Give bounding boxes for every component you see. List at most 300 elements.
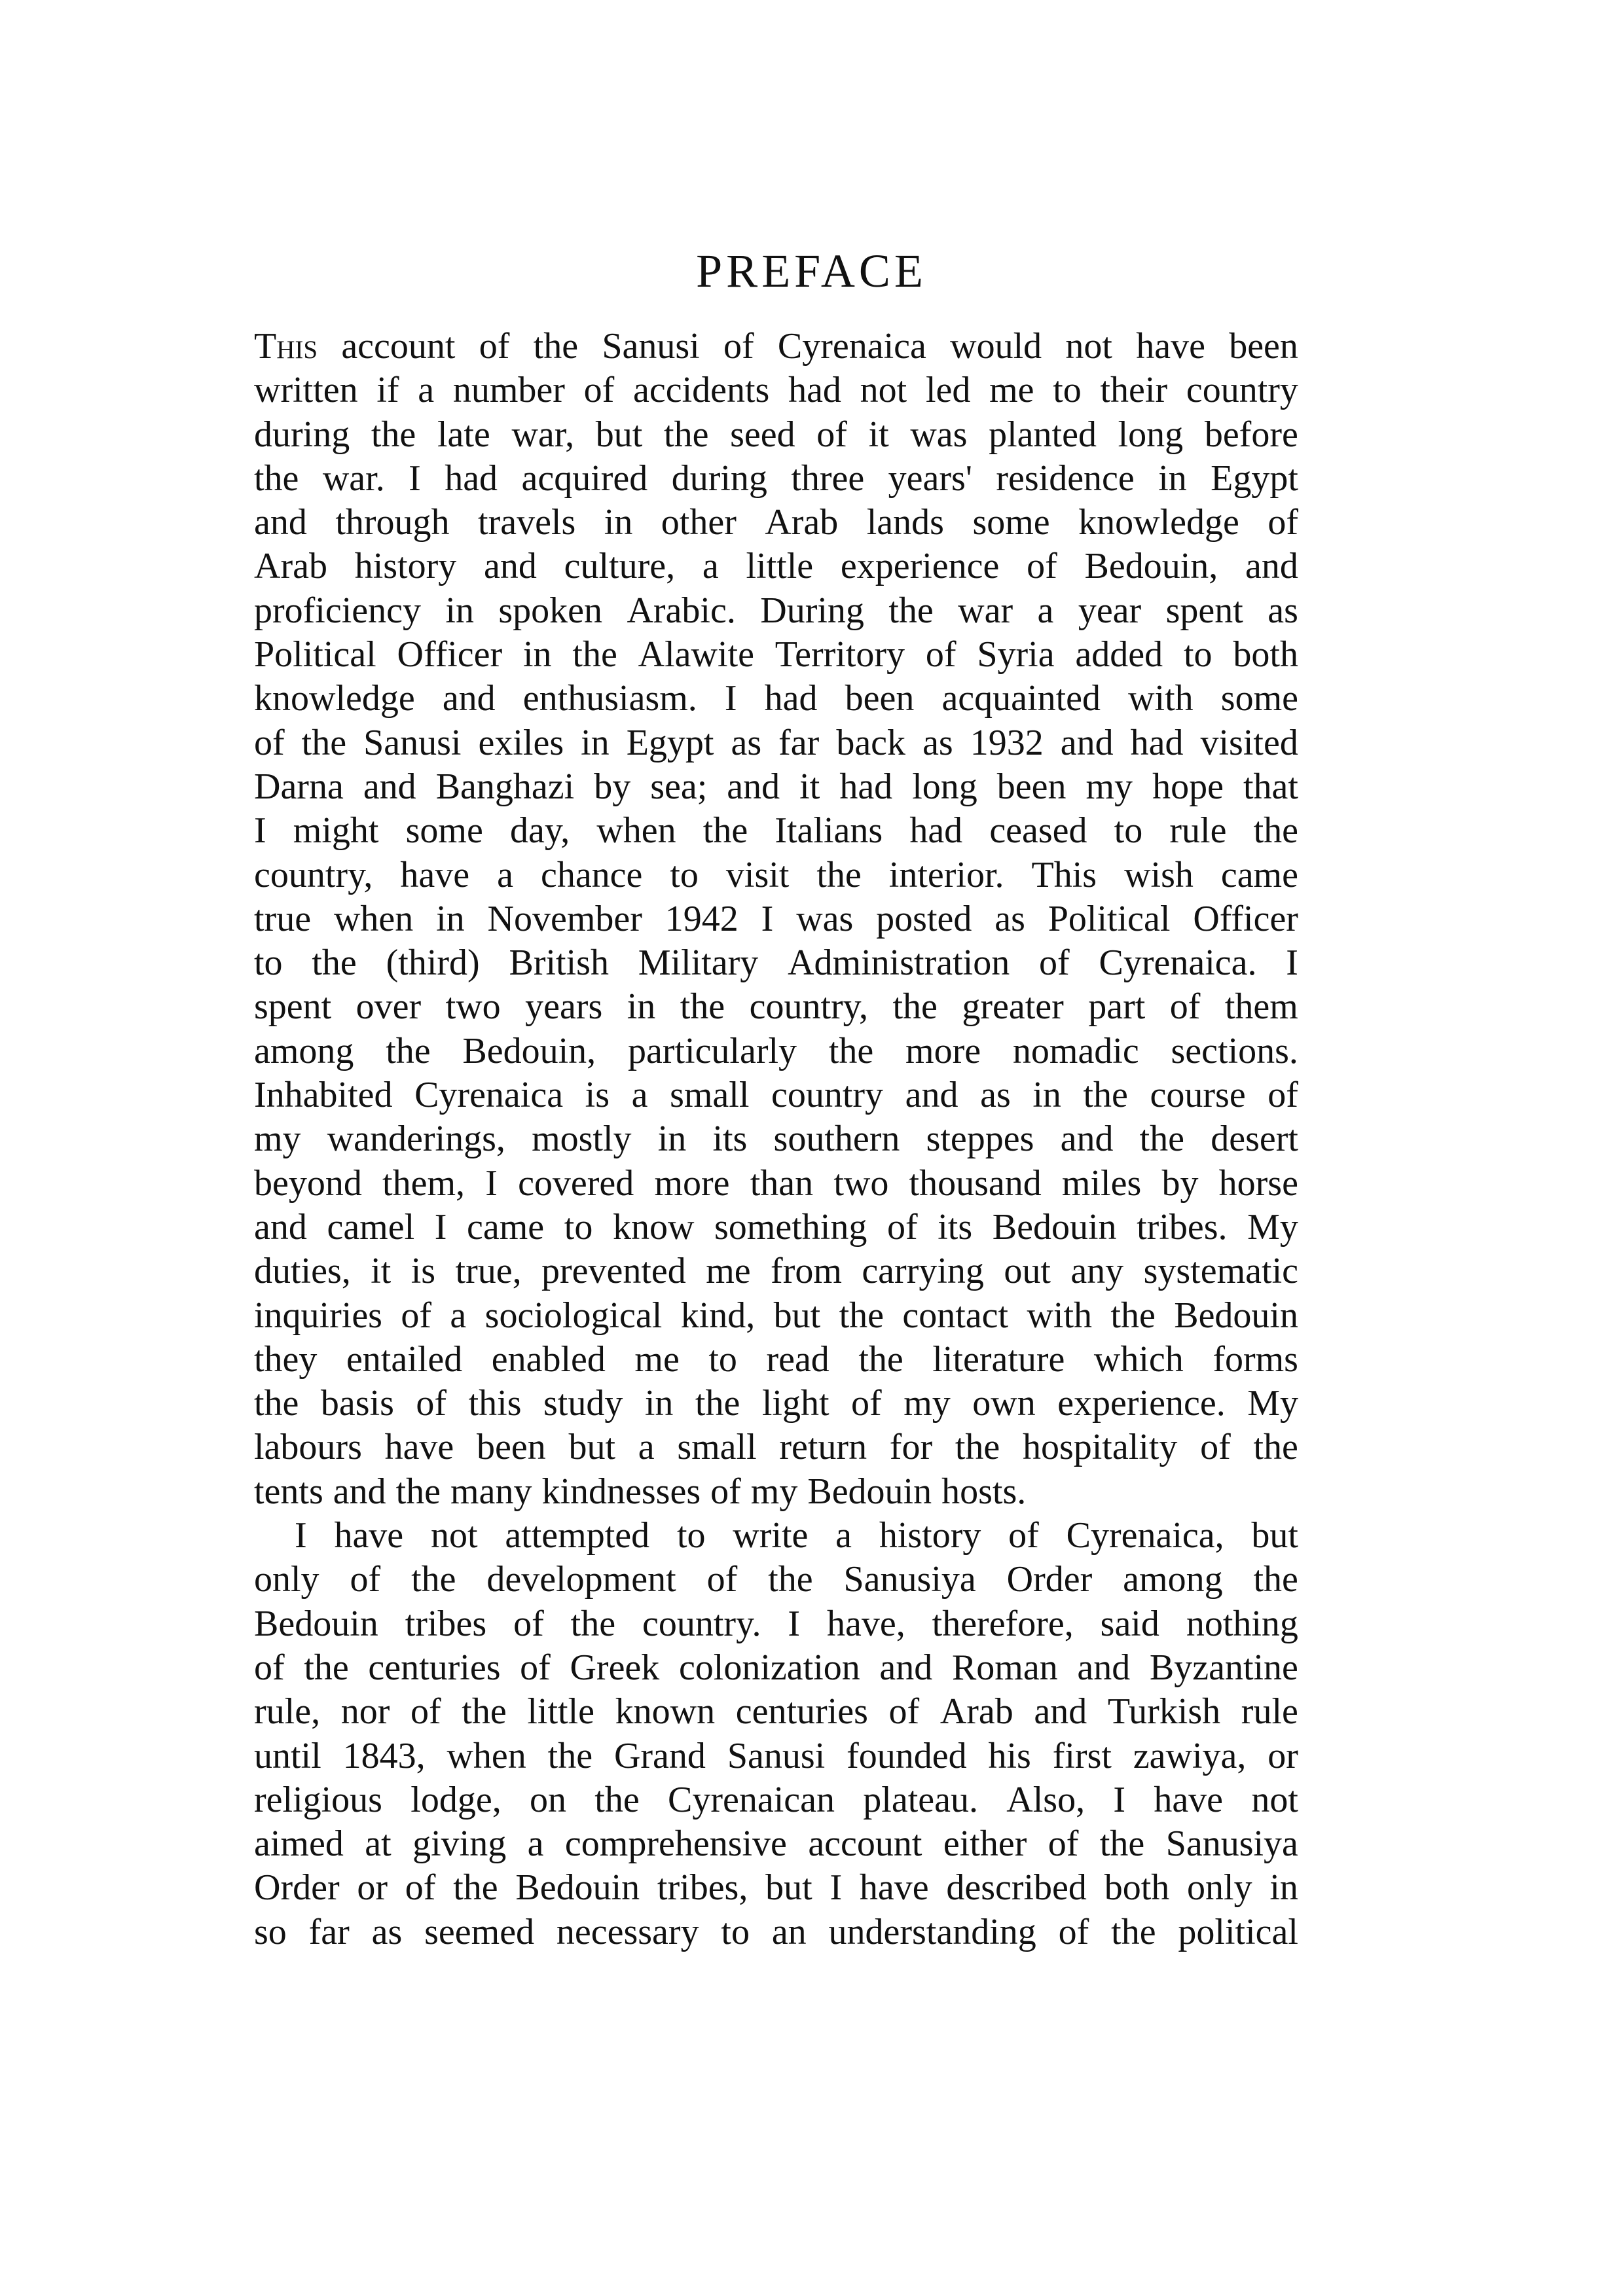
word: came <box>467 1206 545 1247</box>
word: my <box>254 1119 301 1160</box>
word: when <box>333 898 414 939</box>
text-line <box>254 1382 1298 1426</box>
word: so <box>254 1911 287 1952</box>
word: of <box>1039 942 1070 984</box>
word: study <box>543 1383 623 1424</box>
word: to <box>254 942 283 984</box>
word: to <box>676 1515 706 1556</box>
word: thousand <box>909 1162 1042 1204</box>
word: My <box>1247 1383 1298 1424</box>
word: in <box>581 722 610 763</box>
word: I <box>434 1206 447 1247</box>
word: have, <box>826 1603 905 1644</box>
word: Bedouin <box>807 1471 932 1512</box>
word: aimed <box>254 1823 344 1865</box>
text-line <box>254 765 1298 809</box>
word: greater <box>962 986 1064 1028</box>
word: the <box>892 986 938 1028</box>
word: an <box>771 1911 807 1952</box>
word: years <box>525 986 603 1028</box>
word: prevented <box>541 1251 686 1292</box>
word: me <box>706 1251 751 1292</box>
word: of <box>1267 1075 1298 1116</box>
word: war, <box>511 414 575 455</box>
word: Turkish <box>1107 1691 1221 1732</box>
word: they <box>254 1338 318 1380</box>
word: little <box>746 546 814 587</box>
word: the <box>1083 1075 1128 1116</box>
word: visited <box>1200 722 1298 763</box>
word: return <box>779 1427 867 1468</box>
word: the <box>572 634 617 675</box>
text-line <box>254 1734 1298 1778</box>
word: sociological <box>484 1295 663 1336</box>
word: Officer <box>1193 898 1298 939</box>
word: the <box>1111 1911 1156 1952</box>
word: of <box>816 414 847 455</box>
word: enthusiasm. <box>522 678 697 719</box>
word: in <box>523 634 552 675</box>
text-line <box>254 853 1298 897</box>
word: the <box>1110 1295 1156 1336</box>
text-line <box>254 1338 1298 1382</box>
word: founded <box>847 1735 967 1776</box>
word: the <box>955 1427 1000 1468</box>
text-line <box>254 1162 1298 1206</box>
word: a <box>638 1427 655 1468</box>
word: of <box>1169 986 1201 1028</box>
word: first <box>1052 1735 1112 1776</box>
word: country <box>771 1075 884 1116</box>
word: the <box>680 986 725 1028</box>
word: accidents <box>633 370 770 411</box>
word: the <box>702 810 748 852</box>
word: of <box>405 1867 436 1909</box>
word: in <box>1032 1075 1061 1116</box>
word: to <box>670 854 699 895</box>
word: plateau. <box>863 1779 978 1820</box>
word: two <box>445 986 501 1028</box>
word: war. <box>322 457 385 499</box>
word: horse <box>1218 1162 1298 1204</box>
word: and <box>1077 1647 1131 1688</box>
word: the <box>839 1295 884 1336</box>
word: had <box>764 678 818 719</box>
word: my <box>903 1383 951 1424</box>
word: before <box>1204 414 1298 455</box>
word: duties, <box>254 1251 351 1292</box>
text-line <box>254 1249 1298 1293</box>
text-line <box>254 501 1298 545</box>
word: ceased <box>989 810 1087 852</box>
word: a <box>702 546 719 587</box>
word: Political <box>1048 898 1171 939</box>
word: Bedouin, <box>1084 546 1218 587</box>
word: I <box>830 1867 843 1909</box>
word: some <box>972 502 1050 543</box>
text-line <box>254 721 1298 765</box>
word: day, <box>509 810 570 852</box>
word: only <box>254 1559 319 1600</box>
word: not <box>430 1515 478 1556</box>
word: said <box>1100 1603 1159 1644</box>
word: tribes. <box>1137 1206 1228 1247</box>
word: of <box>706 1559 738 1600</box>
word: rule <box>1169 810 1227 852</box>
word: for <box>889 1427 933 1468</box>
word: interior. <box>888 854 1004 895</box>
word: Sanusiya <box>843 1559 976 1600</box>
word: and <box>1034 1691 1087 1732</box>
word: but <box>765 1867 812 1909</box>
word: I <box>1286 942 1298 984</box>
word: Cyrenaica <box>777 326 926 367</box>
word: tribes, <box>657 1867 748 1909</box>
word: and <box>254 1206 307 1247</box>
word: my <box>1085 766 1133 807</box>
word: mostly <box>532 1119 632 1160</box>
word: among <box>1123 1559 1223 1600</box>
word: visit <box>725 854 790 895</box>
text-line <box>254 809 1298 853</box>
word: the <box>1099 1823 1145 1865</box>
word: I <box>254 810 266 852</box>
word: Bedouin, <box>462 1030 596 1071</box>
word: and <box>905 1075 958 1116</box>
word: history <box>354 546 457 587</box>
word: contact <box>902 1295 1009 1336</box>
word: but <box>595 414 643 455</box>
word: part <box>1088 986 1146 1028</box>
word: other <box>661 502 737 543</box>
word: to <box>1053 370 1082 411</box>
word: by <box>594 766 631 807</box>
text-line <box>254 1822 1298 1866</box>
word: I <box>724 678 737 719</box>
word: rule, <box>254 1691 321 1732</box>
word: (third) <box>386 942 480 984</box>
word: tents <box>254 1471 323 1512</box>
word: its <box>938 1206 973 1247</box>
word: Sanusi <box>363 722 462 763</box>
word: Sanusi <box>602 326 700 367</box>
word: Banghazi <box>435 766 575 807</box>
word: understanding <box>828 1911 1036 1952</box>
word: the <box>411 1559 456 1600</box>
word: had <box>788 370 841 411</box>
word: as <box>371 1911 403 1952</box>
text-line <box>254 897 1298 941</box>
word: Italians <box>775 810 883 852</box>
word: the <box>301 722 347 763</box>
word: among <box>254 1030 354 1071</box>
word: the <box>1253 1559 1298 1600</box>
text-line <box>254 325 1298 368</box>
word: their <box>1100 370 1168 411</box>
word: covered <box>518 1162 634 1204</box>
word: centuries <box>368 1647 501 1688</box>
word: it <box>799 766 820 807</box>
word: Egypt <box>626 722 714 763</box>
word: out <box>1004 1251 1051 1292</box>
word: own <box>972 1383 1036 1424</box>
word: led <box>925 370 971 411</box>
word: as <box>994 898 1025 939</box>
text-line <box>254 1470 1298 1514</box>
word: of <box>583 370 615 411</box>
word: both <box>1104 1867 1170 1909</box>
word: a <box>835 1515 852 1556</box>
word: as <box>731 722 762 763</box>
word: have <box>1136 326 1205 367</box>
text-line <box>254 1426 1298 1469</box>
word: or <box>357 1867 388 1909</box>
word: have <box>400 854 470 895</box>
word: as <box>1267 590 1298 631</box>
word: if <box>376 370 399 411</box>
word: in <box>436 898 465 939</box>
word: would <box>950 326 1042 367</box>
word: of <box>416 1383 447 1424</box>
text-line <box>254 1602 1298 1646</box>
text-line <box>254 677 1298 721</box>
word: Arab <box>939 1691 1013 1732</box>
word: I <box>409 457 421 499</box>
word: something <box>714 1206 867 1247</box>
word: the <box>304 1647 349 1688</box>
word: as <box>980 1075 1011 1116</box>
word: Cyrenaica. <box>1099 942 1257 984</box>
word: residence <box>996 457 1135 499</box>
word: During <box>760 590 864 631</box>
word: attempted <box>505 1515 650 1556</box>
word: had <box>1130 722 1184 763</box>
word: account <box>341 326 456 367</box>
word: when <box>447 1735 526 1776</box>
word: sea; <box>650 766 708 807</box>
word: its <box>712 1119 748 1160</box>
word: added <box>1075 634 1163 675</box>
word: spoken <box>498 590 603 631</box>
word: the <box>533 326 579 367</box>
text-line <box>254 1910 1298 1954</box>
word: wanderings, <box>327 1119 505 1160</box>
text-line <box>254 1558 1298 1602</box>
word: beyond <box>254 1162 362 1204</box>
lead-word: This <box>254 326 318 367</box>
word: course <box>1150 1075 1246 1116</box>
word: My <box>1247 1206 1298 1247</box>
word: Egypt <box>1211 457 1298 499</box>
word: November <box>487 898 642 939</box>
word: of <box>1027 546 1057 587</box>
word: have <box>859 1867 929 1909</box>
word: centuries <box>735 1691 868 1732</box>
word: in <box>1269 1867 1298 1909</box>
word: enabled <box>491 1338 606 1380</box>
word: hospitality <box>1022 1427 1178 1468</box>
word: I <box>295 1515 307 1556</box>
word: when <box>596 810 676 852</box>
text-line <box>254 1778 1298 1822</box>
word: country. <box>642 1603 761 1644</box>
word: hope <box>1152 766 1224 807</box>
word: of <box>886 1206 918 1247</box>
word: Cyrenaica <box>414 1075 564 1116</box>
word: some <box>1220 678 1298 719</box>
word: as <box>922 722 953 763</box>
word: nomadic <box>1012 1030 1139 1071</box>
word: forms <box>1213 1338 1298 1380</box>
word: the <box>1253 810 1298 852</box>
word: with <box>1027 1295 1093 1336</box>
word: in <box>627 986 656 1028</box>
text-line <box>254 589 1298 633</box>
word: it <box>868 414 889 455</box>
word: of <box>925 634 957 675</box>
word: basis <box>320 1383 394 1424</box>
word: a <box>527 1823 544 1865</box>
word: written <box>254 370 358 411</box>
word: and <box>484 546 537 587</box>
word: back <box>836 722 906 763</box>
word: account <box>808 1823 922 1865</box>
word: I <box>485 1162 498 1204</box>
word: far <box>308 1911 350 1952</box>
word: Bedouin <box>1174 1295 1298 1336</box>
word: and <box>442 678 496 719</box>
word: hosts. <box>941 1471 1027 1512</box>
word: of <box>350 1559 381 1600</box>
word: of <box>1058 1911 1089 1952</box>
word: than <box>750 1162 814 1204</box>
word: it <box>371 1251 392 1292</box>
word: that <box>1243 766 1298 807</box>
word: camel <box>327 1206 415 1247</box>
word: a <box>450 1295 467 1336</box>
word: some <box>405 810 483 852</box>
text-line <box>254 1030 1298 1073</box>
word: Cyrenaican <box>668 1779 835 1820</box>
word: at <box>365 1823 392 1865</box>
word: desert <box>1211 1119 1298 1160</box>
word: any <box>1070 1251 1124 1292</box>
word: southern <box>773 1119 900 1160</box>
word: on <box>530 1779 566 1820</box>
word: this <box>468 1383 522 1424</box>
word: the <box>254 1383 299 1424</box>
word: have <box>334 1515 404 1556</box>
word: write <box>733 1515 809 1556</box>
text-line <box>254 633 1298 677</box>
word: the <box>371 414 416 455</box>
word: of <box>1267 502 1298 543</box>
word: Bedouin <box>254 1603 378 1644</box>
word: the <box>768 1559 813 1600</box>
word: not <box>1065 326 1112 367</box>
word: year <box>1078 590 1142 631</box>
word: and <box>363 766 416 807</box>
word: known <box>615 1691 716 1732</box>
word: zawiya, <box>1133 1735 1247 1776</box>
word: colonization <box>678 1647 860 1688</box>
text-line <box>254 1294 1298 1338</box>
word: spent <box>254 986 332 1028</box>
word: political <box>1178 1911 1298 1952</box>
word: knowledge <box>254 678 415 719</box>
word: of <box>710 1471 741 1512</box>
word: from <box>771 1251 842 1292</box>
word: both <box>1233 634 1298 675</box>
word: I <box>788 1603 801 1644</box>
word: of <box>851 1383 882 1424</box>
word: came <box>1220 854 1298 895</box>
word: years' <box>888 457 972 499</box>
word: Syria <box>977 634 1055 675</box>
word: 1932 <box>970 722 1044 763</box>
word: Order <box>1006 1559 1093 1600</box>
word: light <box>761 1383 830 1424</box>
text-line <box>254 1206 1298 1249</box>
word: of <box>254 722 285 763</box>
word: them, <box>382 1162 465 1204</box>
word: during <box>254 414 350 455</box>
word: necessary <box>556 1911 699 1952</box>
word: had <box>909 810 963 852</box>
word: not <box>860 370 907 411</box>
word: by <box>1161 1162 1199 1204</box>
word: to <box>708 1338 737 1380</box>
word: late <box>437 414 490 455</box>
word: Bedouin <box>515 1867 640 1909</box>
word: the <box>1253 1427 1298 1468</box>
word: of <box>1048 1823 1079 1865</box>
word: was <box>910 414 968 455</box>
word: the <box>816 854 862 895</box>
word: systematic <box>1143 1251 1298 1292</box>
word: to <box>721 1911 750 1952</box>
text-line <box>254 985 1298 1029</box>
word: knowledge <box>1078 502 1239 543</box>
word: acquired <box>521 457 648 499</box>
word: my <box>750 1471 798 1512</box>
word: far <box>778 722 820 763</box>
word: is <box>585 1075 610 1116</box>
word: British <box>509 942 609 984</box>
word: the <box>312 942 357 984</box>
word: to <box>564 1206 593 1247</box>
word: carrying <box>862 1251 984 1292</box>
word: the <box>570 1603 616 1644</box>
word: Cyrenaica, <box>1066 1515 1224 1556</box>
word: been <box>996 766 1067 807</box>
word: rule <box>1241 1691 1298 1732</box>
word: me <box>989 370 1034 411</box>
word: planted <box>989 414 1097 455</box>
text-line <box>254 1646 1298 1690</box>
word: which <box>1093 1338 1184 1380</box>
word: in <box>657 1119 687 1160</box>
word: read <box>766 1338 830 1380</box>
word: kindnesses <box>541 1471 701 1512</box>
text-line <box>254 1117 1298 1161</box>
word: the <box>1139 1119 1185 1160</box>
preface-body <box>254 325 1298 1954</box>
word: Roman <box>951 1647 1058 1688</box>
word: tribes <box>405 1603 487 1644</box>
word: have <box>1154 1779 1224 1820</box>
word: but <box>568 1427 616 1468</box>
